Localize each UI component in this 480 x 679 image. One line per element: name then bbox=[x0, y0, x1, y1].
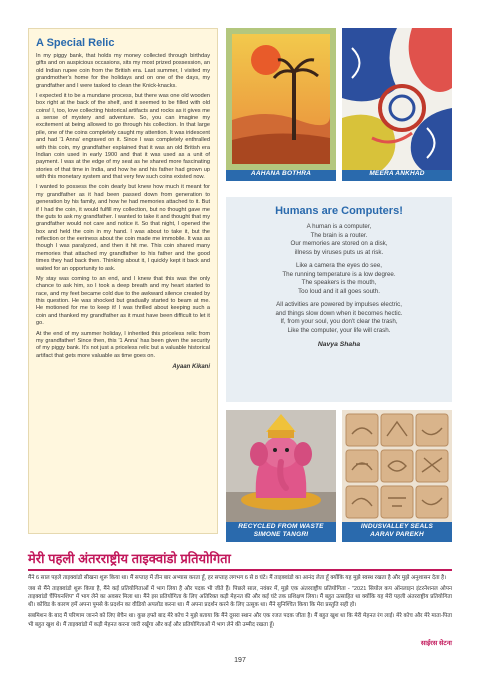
poem-author: Navya Shaha bbox=[317, 340, 361, 348]
photo-seals-image bbox=[342, 410, 452, 522]
relic-story-box bbox=[28, 28, 218, 534]
poem-line: The running temperature is a low degree. bbox=[282, 270, 396, 278]
poem-line: The speakers is the mouth, bbox=[301, 279, 377, 287]
hindi-paragraph: मैंने 6 साल पहले ताइक्वांडो सीखना शुरू किया था। मैं सप्ताह में तीन बार अभ्यास करता हूँ, हर सप्ताह लगभग 6 से 8 घंटे। मैं ताइक्वांडो का आनंद लेता हूँ क्योंकि यह मुझे स्वस्थ रखता है और मुझे अनुशासन देता है। bbox=[28, 575, 447, 581]
poem-line: Our memories are stored on a disk, bbox=[290, 240, 388, 248]
painting-caption-left: AAHANA BOTHRA bbox=[226, 170, 336, 181]
poem-title: Humans are Computers! bbox=[275, 205, 403, 217]
painting-caption-right: MEERA ANKHAD bbox=[342, 170, 452, 181]
hindi-paragraph: जब से मैंने ताइक्वांडो शुरू किया है, मैंने कई प्रतियोगिताओं में भाग लिया है और पदक भी जीते हैं। पिछले साल, नवंबर में, मुझे एक अंतरराष्ट्रीय प्रतियोगिता - "2021 सियोल कप ऑनलाइन इंटरनेशनल ओपन ताइक्वांडो चैंपियनशिप" में भाग लेने का अवसर मिला था। मैंने इस प्रतियोगिता के लिए अतिरिक्त कड़ी मेहनत की और कई घंटे तक प्रशिक्षण लिया। मैं बहुत उत्साहित था क्योंकि यह मेरी पहली अंतरराष्ट्रीय प्रतियोगिता थी। कोविड के कारण हमें अपना पूमसे के प्रदर्शन का वीडियो अपलोड करना था। मैं अपना प्रदर्शन करने के लिए उत्सुक था। मैंने सुनिश्चित किया कि मेरा प्रस्तुति सही हो। bbox=[28, 586, 452, 609]
photo-caption-left-line2: SIMONE TANGRI bbox=[253, 531, 309, 539]
hindi-article-body bbox=[28, 574, 452, 632]
relic-paragraph: I expected it to be a mundane process, but there was one old wooden box right at the back of the shelf, and it seemed to be filled with old coins! I, too, love collecting historical artifacts and rocks as it gives me a sense of mystery and adventure. So, you can imagine my excitement at being allowed to go through his collection. In that large pile, one of the coins completely caught my attention. It was iridescent and had '1 Anna' engraved on it. Since I was completely enthralled with this coin, my grandfather explained that it was an old British era Indian coin used in early 1900 and that it was used as a unit of payment. I was at the edge of my seat as he shared more fascinating stories of that time in India, and how he and his father had grown up with this monetary system and that very few such coins existed now. bbox=[36, 92, 210, 180]
photo-caption-right-line2: AARAV PAREKH bbox=[370, 531, 424, 539]
photo-caption-right-line1: INDUSVALLEY SEALS bbox=[360, 523, 434, 530]
poem-line: Like a camera the eyes do see, bbox=[296, 262, 382, 270]
painting-sunset-frame bbox=[226, 28, 336, 170]
photo-caption-left bbox=[226, 522, 336, 542]
relic-paragraph: In my piggy bank, that holds my money collected through birthday gifts and on auspicious occasions, sits my most prized possession, an old Indian rupee coin from the British era. Last summer, I visited my grandmother's home for the holidays and on one of the days, my grandfather and I were tasked to clean the Knick-knacks. bbox=[36, 53, 210, 89]
poem-line: All activities are powered by impulses electric, bbox=[276, 301, 402, 309]
page-number: 197 bbox=[234, 657, 246, 664]
painting-abstract-frame bbox=[342, 28, 452, 170]
poem-line: and things slow down when it becomes hectic. bbox=[275, 309, 403, 317]
photo-seals-frame bbox=[342, 410, 452, 522]
hindi-article-title: मेरी पहली अंतरराष्ट्रीय ताइक्वांडो प्रतियोगिता bbox=[28, 551, 231, 566]
painting-abstract-image bbox=[342, 28, 452, 170]
relic-paragraph: I wanted to possess the coin dearly but knew how much it meant for my grandfather as it had been passed down from generation to generation by his family, and how he had memories attached to it. But if I had the coin, it would fulfill my collection, but no thought gave me the guts to ask my grandfather. I wanted to take it and thought that my grandfather would not care and notice it. So that night, I opened the box and held the coin in my hand. I was about to take it, but the reflection or the eeriness about the coin made me immobile. It was as though I was paralyzed, and then it hit me. This coin shared many memories that attached my grandfather to his father and the good times they had back then. Thinking about it, I quickly kept it back and waited for an opportunity to ask. bbox=[36, 184, 210, 272]
relic-title: A Special Relic bbox=[36, 37, 115, 49]
poem-line: The brain is a router. bbox=[310, 231, 368, 239]
relic-author: Ayaan Kikani bbox=[172, 364, 210, 370]
poem-stanza bbox=[226, 262, 452, 296]
photo-caption-left-line1: RECYCLED FROM WASTE bbox=[238, 523, 324, 530]
poem-stanza bbox=[226, 223, 452, 257]
painting-sunset-image bbox=[226, 28, 336, 170]
photo-caption-right bbox=[342, 522, 452, 542]
poem-line: If, from your soul, you don't clear the trash, bbox=[280, 318, 398, 326]
poem-box bbox=[226, 197, 452, 402]
poem-line: Too loud and it all goes south. bbox=[298, 287, 380, 295]
relic-paragraph: My stay was coming to an end, and I knew that this was the only chance to ask him, so I took a deep breath and my heart started to race, and my feet became cold due to the awkward silence created by this question. He was shocked but gradually started to beam at me. He motioned for me to keep it! I was thrilled about keeping such a coin and thanked my grandfather as it must have been difficult to let it go. bbox=[36, 275, 210, 327]
poem-stanza bbox=[226, 301, 452, 335]
hindi-author: साईरस सेटना bbox=[420, 640, 452, 647]
poem-line: illness by viruses puts us at risk. bbox=[294, 248, 384, 256]
photo-ganesha-image bbox=[226, 410, 336, 522]
hindi-title-divider bbox=[28, 569, 452, 571]
hindi-paragraph: सबमिशन के बाद मैं परिणाम जानने को लिए बेचैन था। कुछ हफ्ते बाद मेरे कोच ने मुझे बताया कि मैंने दूसरा स्थान और एक रजत पदक जीता है। मैं बहुत खुश था कि मेरी मेहनत रंग लाई। मेरे कोच और मेरे माता-पिता भी बहुत खुश थे। मैं ताइक्वांडो में कड़ी मेहनत करना जारी रखूँगा और कई और प्रतियोगिताओं में भाग लेने की उम्मीद रखता हूँ। bbox=[28, 613, 452, 628]
relic-paragraph: At the end of my summer holiday, I inherited this priceless relic from my grandfather! Since then, this '1 Anna' has been given the security of my piggy bank. It's not just a priceless relic but a valuable historical artifact that gets more valuable as time goes on. bbox=[36, 330, 210, 359]
photo-ganesha-frame bbox=[226, 410, 336, 522]
poem-line: A human is a computer, bbox=[306, 223, 372, 230]
poem-line: Like the computer, your life will crash. bbox=[287, 327, 391, 335]
